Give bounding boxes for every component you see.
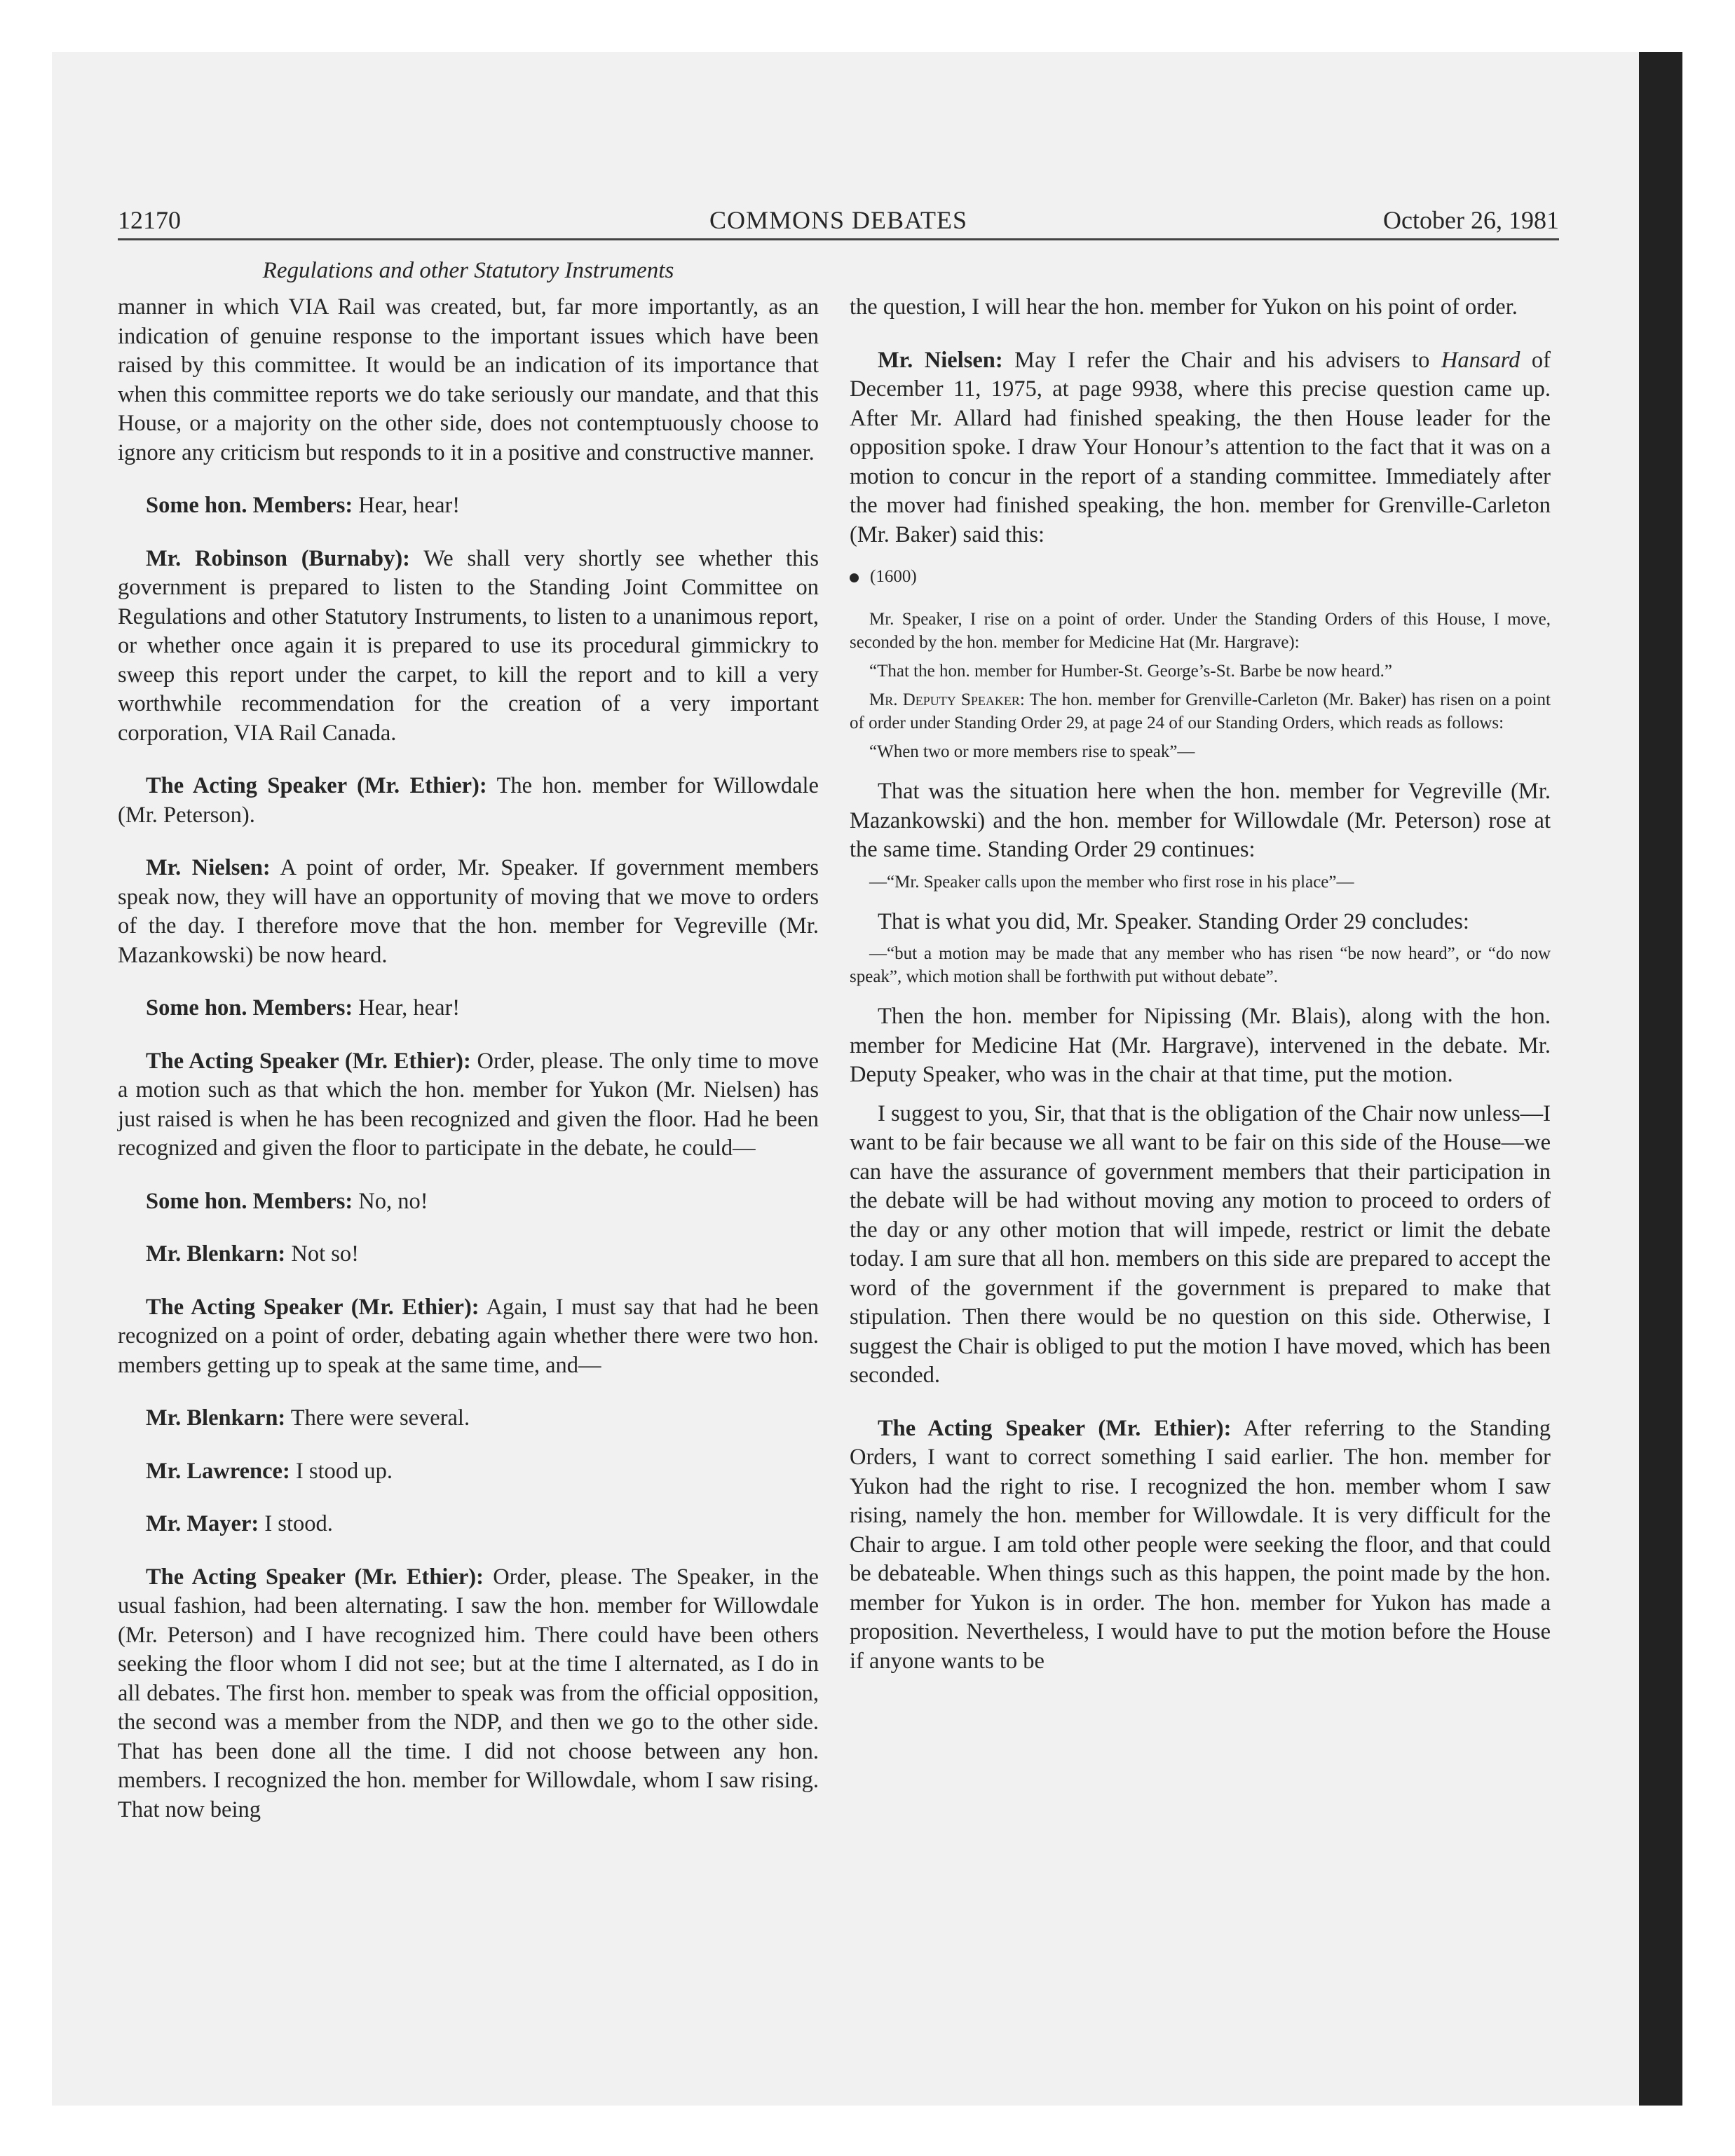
page-number: 12170 xyxy=(118,206,181,234)
speaker-name: The Acting Speaker (Mr. Ethier): xyxy=(146,1048,471,1074)
paragraph: That is what you did, Mr. Speaker. Standing Order 29 concludes: xyxy=(878,908,1469,934)
quoted-passage: “When two or more members rise to speak”— xyxy=(869,742,1195,761)
paragraph xyxy=(118,1563,819,1825)
scan-edge-shadow xyxy=(1639,52,1682,2106)
paragraph: I suggest to you, Sir, that that is the obligation of the Chair now unless—I want to be fair because we all want to be fair on this side of the House—we can have the assurance of government members that their participation in the debate will be had without moving any motion to proceed to orders of the day or any other motion that will impede, restrict or limit the debate today. I am sure that all hon. members on this side are prepared to accept the word of the government if the government is prepared to make that stipulation. Then there would be no question on this side. Otherwise, I suggest the Chair is obliged to put the motion I have moved, which has been seconded. xyxy=(850,1100,1551,1388)
paragraph: manner in which VIA Rail was created, but, far more importantly, as an indication of genuine response to the important issues which have been raised by this committee. It would be an indication of its importance that when this committee reports we do take seriously our mandate, and that this House, or a majority on the other side, does not contemptuously choose to ignore any criticism but responds to it in a positive and constructive manner. xyxy=(118,294,819,465)
paragraph xyxy=(118,1457,819,1487)
speaker-name: The Acting Speaker (Mr. Ethier): xyxy=(146,1564,484,1590)
paragraph: the question, I will hear the hon. member for Yukon on his point of order. xyxy=(850,294,1518,320)
speaker-name: Mr. Lawrence: xyxy=(146,1458,290,1484)
paragraph xyxy=(850,346,1551,550)
speaker-name: Mr. Nielsen: xyxy=(146,855,271,880)
publication-date: October 26, 1981 xyxy=(1383,206,1559,234)
right-column xyxy=(850,293,1551,1676)
paragraph xyxy=(118,994,819,1023)
speech-text: The hon. member for Willowdale (Mr. Peterson). xyxy=(118,773,819,828)
speaker-name: Mr. Mayer: xyxy=(146,1511,259,1536)
speaker-name: Mr. Blenkarn: xyxy=(146,1405,286,1431)
speech-text: Again, I must say that had he been recognized on a point of order, debating again whether there were two hon. members getting up to speak at the same time, and— xyxy=(118,1294,819,1378)
speaker-name: Mr. Deputy Speaker: xyxy=(869,690,1025,709)
quoted-passage: “That the hon. member for Humber-St. George’s-St. Barbe be now heard.” xyxy=(869,662,1393,681)
speaker-name: Mr. Robinson (Burnaby): xyxy=(146,545,410,571)
speaker-name: Some hon. Members: xyxy=(146,493,353,518)
paragraph xyxy=(118,1240,819,1269)
speech-text: Order, please. The Speaker, in the usual fashion, had been alternating. I saw the hon. member for Willowdale (Mr. Peterson) and I have recognized him. There could have been others seeking the floor whom I did not see; but at the time I alternated, as I do in all debates. The first hon. member to speak was from the official opposition, the second was a member from the NDP, and then we go to the other side. That has been done all the time. I did not choose between any hon. members. I recognized the hon. member for Willowdale, whom I saw rising. That now being xyxy=(118,1564,819,1822)
timestamp xyxy=(850,565,1551,588)
speech-text: of December 11, 1975, at page 9938, where this precise question came up. After Mr. Allard had finished speaking, the then House leader for the opposition spoke. I draw Your Honour’s attention to the fact that it was on a motion to concur in the report of a standing committee. Immediately after the mover had finished speaking, the hon. member for Grenville-Carleton (Mr. Baker) said this: xyxy=(850,347,1551,547)
speech-text: May I refer the Chair and his advisers to xyxy=(1002,347,1441,373)
paragraph xyxy=(850,1414,1551,1677)
bullet-icon xyxy=(850,573,859,582)
paragraph xyxy=(118,545,819,749)
header-rule xyxy=(118,238,1559,240)
paragraph xyxy=(118,854,819,970)
speech-text: Hear, hear! xyxy=(353,493,461,518)
speech-text: A point of order, Mr. Speaker. If government members speak now, they will have an opportunity of moving that we move to orders of the day. I therefore move that the hon. member for Vegreville (Mr. Mazankowski) be now heard. xyxy=(118,855,819,968)
speaker-name: The Acting Speaker (Mr. Ethier): xyxy=(146,773,487,798)
page-header xyxy=(118,203,1559,237)
paragraph: That was the situation here when the hon. member for Vegreville (Mr. Mazankowski) and the hon. member for Willowdale (Mr. Peterson) rose at the same time. Standing Order 29 continues: xyxy=(850,779,1551,862)
paragraph xyxy=(118,1047,819,1164)
timestamp-text: (1600) xyxy=(870,567,917,586)
hansard-reference: Hansard xyxy=(1441,347,1520,373)
quoted-text: The hon. member for Grenville-Carleton (Mr. Baker) has risen on a point of order under Standing Order 29, at page 24 of our Standing Orders, which reads as follows: xyxy=(850,690,1551,732)
paragraph xyxy=(118,772,819,830)
quoted-passage xyxy=(850,688,1551,735)
paragraph xyxy=(118,491,819,521)
speech-text: I stood up. xyxy=(290,1458,393,1484)
speech-text: I stood. xyxy=(259,1511,333,1536)
speech-text: Not so! xyxy=(285,1241,359,1267)
speech-text: After referring to the Standing Orders, I want to correct something I said earlier. The hon. member for Yukon had the right to rise. I recognized the hon. member whom I saw rising, namely the hon. member for Willowdale. It is very difficult for the Chair to argue. I am told other people were seeking the floor, and that could be debateable. When things such as this happen, the point made by the hon. member for Yukon is in order. The hon. member for Yukon has made a proposition. Nevertheless, I would have to put the motion before the House if anyone wants to be xyxy=(850,1415,1551,1674)
publication-title: COMMONS DEBATES xyxy=(709,206,968,234)
speaker-name: Mr. Blenkarn: xyxy=(146,1241,286,1267)
speaker-name: Mr. Nielsen: xyxy=(878,347,1003,373)
speech-text: Order, please. The only time to move a motion such as that which the hon. member for Yukon (Mr. Nielsen) has just raised is when he has been recognized and given the floor. Had he been recognized and given the floor to participate in the debate, he could— xyxy=(118,1048,819,1161)
speaker-name: Some hon. Members: xyxy=(146,1188,353,1214)
speech-text: No, no! xyxy=(353,1188,428,1214)
speech-text: We shall very shortly see whether this government is prepared to listen to the Standing Joint Committee on Regulations and other Statutory Instruments, to listen to a unanimous report, or whether once again it is prepared to use its procedural gimmickry to sweep this report under the carpet, to kill the report and to kill a very worthwhile recommendation for the creation of a very important corporation, VIA Rail Canada. xyxy=(118,545,819,746)
speech-text: There were several. xyxy=(285,1405,470,1431)
paragraph xyxy=(118,1404,819,1433)
paragraph: Then the hon. member for Nipissing (Mr. Blais), along with the hon. member for Medicine Hat (Mr. Hargrave), intervened in the debate. Mr. Deputy Speaker, who was in the chair at that time, put the motion. xyxy=(850,1004,1551,1087)
speech-text: Hear, hear! xyxy=(353,995,461,1021)
paragraph xyxy=(118,1187,819,1217)
left-column xyxy=(118,293,819,1824)
speaker-name: The Acting Speaker (Mr. Ethier): xyxy=(878,1415,1232,1441)
paragraph xyxy=(118,1510,819,1539)
speaker-name: Some hon. Members: xyxy=(146,995,353,1021)
quoted-passage: —“Mr. Speaker calls upon the member who first rose in his place”— xyxy=(869,872,1354,892)
paragraph xyxy=(118,1293,819,1381)
quoted-passage: —“but a motion may be made that any member who has risen “be now heard”, or “do now speak”, which motion shall be forthwith put without debate”. xyxy=(850,944,1551,986)
speaker-name: The Acting Speaker (Mr. Ethier): xyxy=(146,1294,479,1320)
quoted-passage: Mr. Speaker, I rise on a point of order. Under the Standing Orders of this House, I move, seconded by the hon. member for Medicine Hat (Mr. Hargrave): xyxy=(850,610,1551,652)
running-head: Regulations and other Statutory Instruments xyxy=(262,258,674,283)
